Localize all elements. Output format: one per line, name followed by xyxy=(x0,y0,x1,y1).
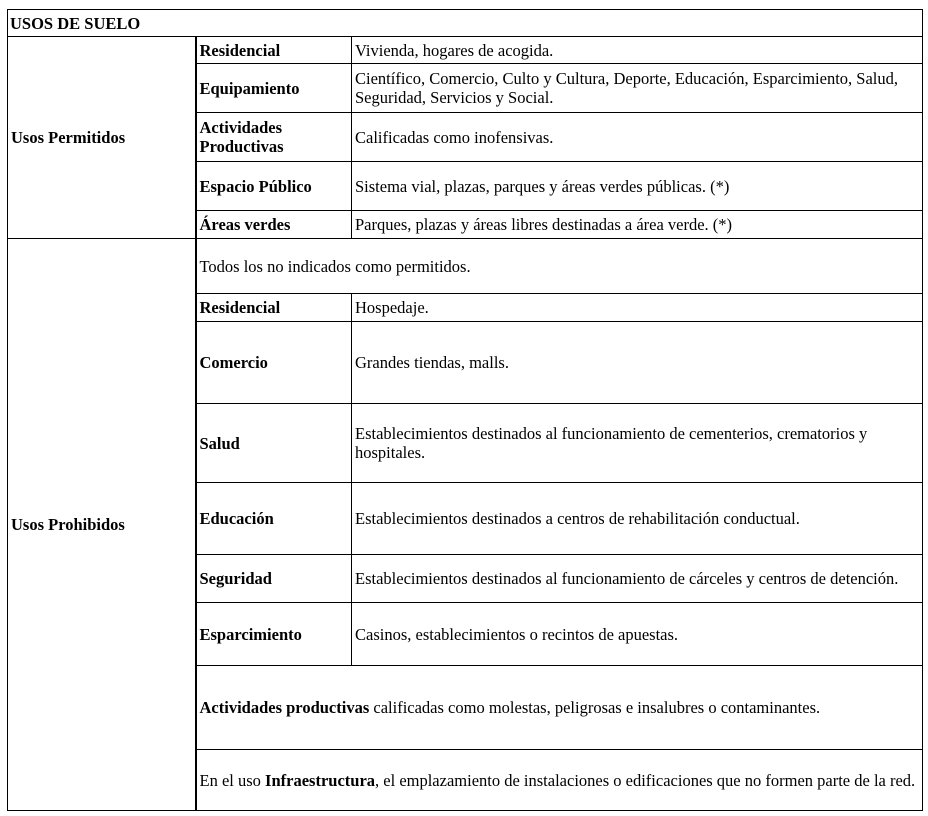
table-row xyxy=(8,239,923,294)
note-bold: Actividades productivas xyxy=(199,698,370,717)
category-cell: Esparcimiento xyxy=(196,603,352,666)
category-cell: Residencial xyxy=(196,37,352,64)
description-cell: Científico, Comercio, Culto y Cultura, Deporte, Educación, Esparcimiento, Salud, Seguridad, Servicios y Social. xyxy=(352,64,923,113)
description-cell: Sistema vial, plazas, parques y áreas verdes públicas. (*) xyxy=(352,162,923,211)
note-infraestructura xyxy=(196,750,923,811)
description-cell: Casinos, establecimientos o recintos de apuestas. xyxy=(352,603,923,666)
usos-prohibidos-label: Usos Prohibidos xyxy=(8,239,196,811)
category-cell: Salud xyxy=(196,404,352,483)
usos-permitidos-label: Usos Permitidos xyxy=(8,37,196,239)
description-cell: Parques, plazas y áreas libres destinadas a área verde. (*) xyxy=(352,211,923,239)
description-cell: Calificadas como inofensivas. xyxy=(352,113,923,162)
note-actividades-productivas xyxy=(196,666,923,750)
note-text: calificadas como molestas, peligrosas e insalubres o contaminantes. xyxy=(369,698,821,717)
note-pre: En el uso xyxy=(199,770,266,790)
description-cell: Vivienda, hogares de acogida. xyxy=(352,37,923,64)
note-bold: Infraestructura xyxy=(265,770,376,790)
category-cell: Seguridad xyxy=(196,555,352,603)
category-cell: Equipamiento xyxy=(196,64,352,113)
description-cell: Establecimientos destinados al funcionamiento de cementerios, crematorios y hospitales. xyxy=(352,404,923,483)
table-row xyxy=(8,37,923,64)
usos-de-suelo-table xyxy=(7,9,923,811)
category-cell: Actividades Productivas xyxy=(196,113,352,162)
description-cell: Establecimientos destinados a centros de rehabilitación conductual. xyxy=(352,483,923,555)
note-text: , el emplazamiento de instalaciones o edificaciones que no formen parte de la red. xyxy=(375,770,916,790)
category-cell: Educación xyxy=(196,483,352,555)
description-cell: Hospedaje. xyxy=(352,294,923,322)
category-cell: Residencial xyxy=(196,294,352,322)
category-cell: Comercio xyxy=(196,322,352,404)
category-cell: Espacio Público xyxy=(196,162,352,211)
description-cell: Grandes tiendas, malls. xyxy=(352,322,923,404)
description-cell: Establecimientos destinados al funcionamiento de cárceles y centros de detención. xyxy=(352,555,923,603)
category-cell: Áreas verdes xyxy=(196,211,352,239)
prohibidos-intro: Todos los no indicados como permitidos. xyxy=(196,239,923,294)
table-title: USOS DE SUELO xyxy=(8,10,923,37)
